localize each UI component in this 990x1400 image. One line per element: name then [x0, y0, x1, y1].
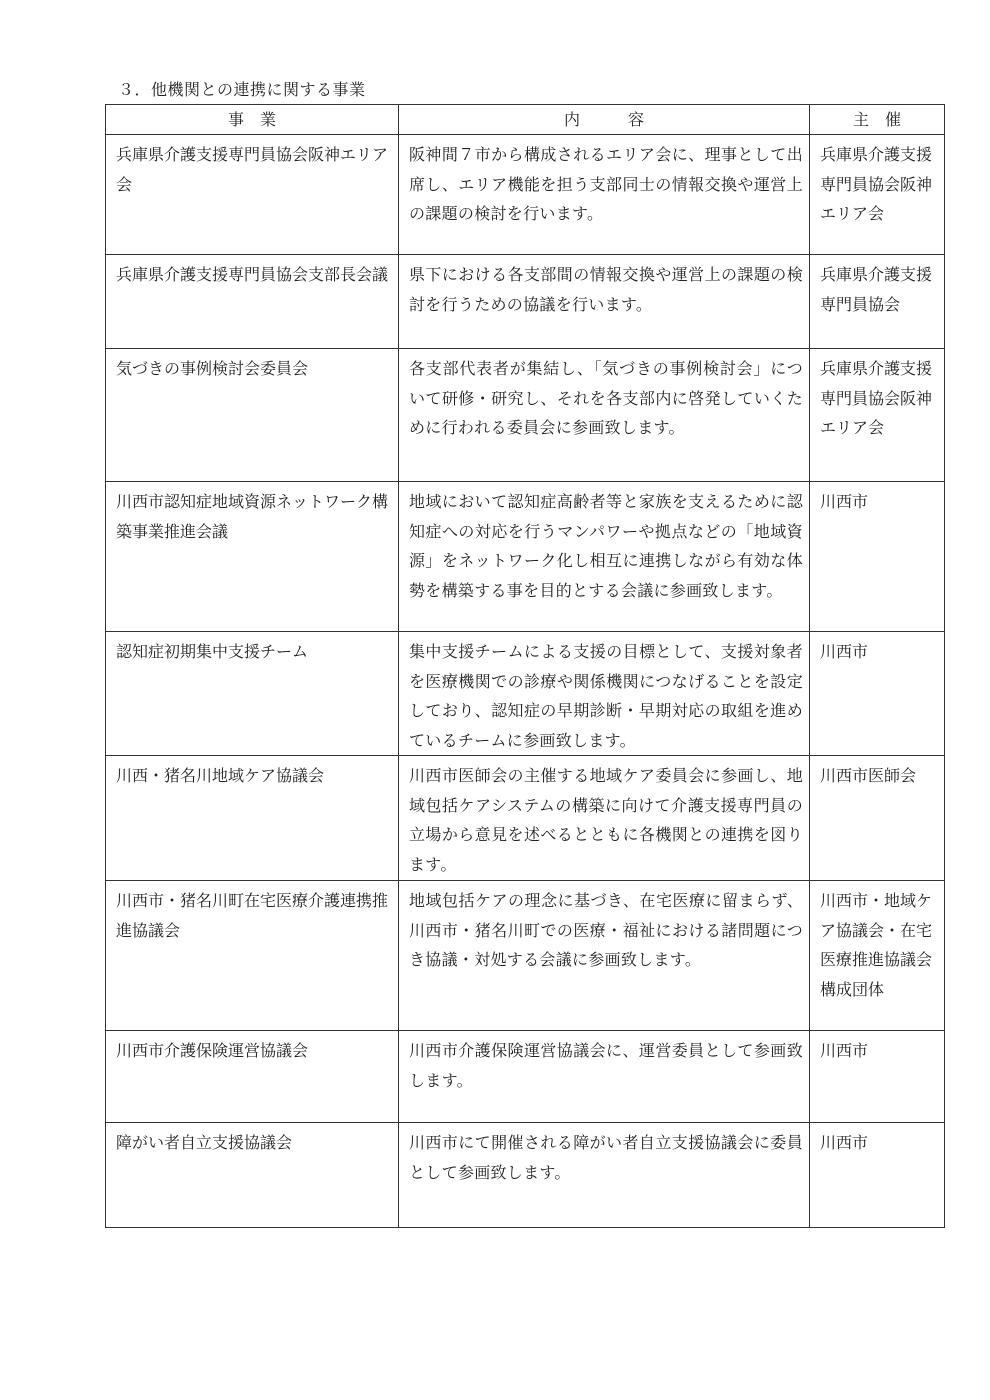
event-cell: 気づきの事例検討会委員会 — [106, 349, 399, 482]
table-row — [106, 349, 945, 482]
event-cell: 川西市・猪名川町在宅医療介護連携推進協議会 — [106, 881, 399, 1031]
table-row — [106, 482, 945, 632]
table-row — [106, 632, 945, 756]
content-cell: 川西市介護保険運営協議会に、運営委員として参画致します。 — [399, 1031, 810, 1123]
table-row — [106, 255, 945, 349]
header-event: 事 業 — [106, 105, 399, 135]
event-cell: 障がい者自立支援協議会 — [106, 1123, 399, 1228]
table-row — [106, 135, 945, 255]
content-cell: 地域包括ケアの理念に基づき、在宅医療に留まらず、川西市・猪名川町での医療・福祉における諸問題につき協議・対処する会議に参画致します。 — [399, 881, 810, 1031]
host-cell: 川西市 — [810, 1123, 945, 1228]
event-cell: 川西市介護保険運営協議会 — [106, 1031, 399, 1123]
content-cell: 川西市にて開催される障がい者自立支援協議会に委員として参画致します。 — [399, 1123, 810, 1228]
table-header-row — [106, 105, 945, 135]
host-cell: 川西市医師会 — [810, 756, 945, 881]
host-cell: 兵庫県介護支援専門員協会阪神エリア会 — [810, 135, 945, 255]
host-cell: 川西市 — [810, 482, 945, 632]
header-content: 内 容 — [399, 105, 810, 135]
section-title: ３．他機関との連携に関する事業 — [118, 80, 366, 99]
host-cell: 兵庫県介護支援専門員協会阪神エリア会 — [810, 349, 945, 482]
content-cell: 県下における各支部間の情報交換や運営上の課題の検討を行うための協議を行います。 — [399, 255, 810, 349]
table-row — [106, 756, 945, 881]
host-cell: 川西市 — [810, 632, 945, 756]
content-cell: 阪神間７市から構成されるエリア会に、理事として出席し、エリア機能を担う支部同士の情報交換や運営上の課題の検討を行います。 — [399, 135, 810, 255]
host-cell: 川西市 — [810, 1031, 945, 1123]
content-cell: 各支部代表者が集結し、「気づきの事例検討会」について研修・研究し、それを各支部内に啓発していくために行われる委員会に参画致します。 — [399, 349, 810, 482]
host-cell: 川西市・地域ケア協議会・在宅医療推進協議会構成団体 — [810, 881, 945, 1031]
event-cell: 兵庫県介護支援専門員協会支部長会議 — [106, 255, 399, 349]
collaboration-events-table — [105, 104, 945, 1228]
host-cell: 兵庫県介護支援専門員協会 — [810, 255, 945, 349]
content-cell: 集中支援チームによる支援の目標として、支援対象者を医療機関での診療や関係機関につなげることを設定しており、認知症の早期診断・早期対応の取組を進めているチームに参画致します。 — [399, 632, 810, 756]
header-host: 主 催 — [810, 105, 945, 135]
event-cell: 認知症初期集中支援チーム — [106, 632, 399, 756]
content-cell: 地域において認知症高齢者等と家族を支えるために認知症への対応を行うマンパワーや拠点などの「地域資源」をネットワーク化し相互に連携しながら有効な体勢を構築する事を目的とする会議に参画致します。 — [399, 482, 810, 632]
event-cell: 川西市認知症地域資源ネットワーク構築事業推進会議 — [106, 482, 399, 632]
content-cell: 川西市医師会の主催する地域ケア委員会に参画し、地域包括ケアシステムの構築に向けて介護支援専門員の立場から意見を述べるとともに各機関との連携を図ります。 — [399, 756, 810, 881]
event-cell: 兵庫県介護支援専門員協会阪神エリア会 — [106, 135, 399, 255]
table-row — [106, 1123, 945, 1228]
event-cell: 川西・猪名川地域ケア協議会 — [106, 756, 399, 881]
table-row — [106, 881, 945, 1031]
table-row — [106, 1031, 945, 1123]
